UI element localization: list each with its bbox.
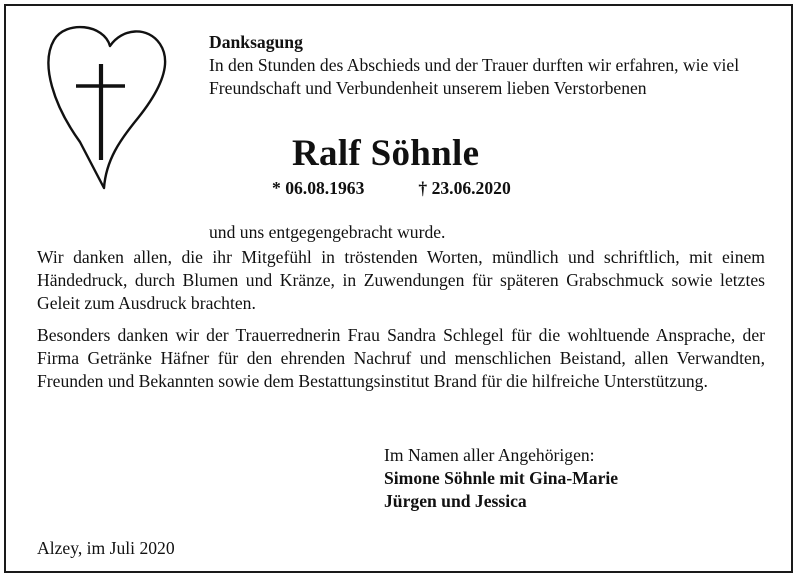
- place-date: Alzey, im Juli 2020: [37, 538, 175, 558]
- signature-line-2: Jürgen und Jessica: [384, 491, 527, 511]
- thanks-paragraph-2: Besonders danken wir der Trauerrednerin Frau Sandra Schlegel für die wohltuende Ansprache, der Firma Getränke Häfner für den ehrenden Nachruf und menschlichen Beistand, allen Verwandten, Freunden und Bekannten sowie dem Bestattungsinstitut Brand für die hilfreiche Unterstützung.: [37, 325, 765, 391]
- signature-line-1: Simone Söhnle mit Gina-Marie: [384, 468, 619, 488]
- signature-intro: Im Namen aller Angehörigen:: [384, 445, 595, 465]
- thanks-paragraph-1: Wir danken allen, die ihr Mitgefühl in tröstenden Worten, mündlich und schriftlich, mit einem Händedruck, durch Blumen und Kränze, in Zuwendungen für späteren Grabschmuck sowie letztes Geleit zum Ausdruck brachten.: [37, 247, 765, 313]
- birth-date: * 06.08.1963: [272, 178, 365, 198]
- life-dates: [272, 178, 511, 199]
- signature-block: [384, 444, 764, 513]
- death-date: † 23.06.2020: [418, 178, 511, 198]
- after-name-text: und uns entgegengebracht wurde.: [209, 222, 446, 242]
- intro-text: In den Stunden des Abschieds und der Trauer durften wir erfahren, wie viel Freundschaft und Verbundenheit unserem lieben Verstorbenen: [209, 55, 740, 98]
- heading: Danksagung: [209, 32, 303, 52]
- heart-with-cross-icon: [46, 22, 170, 192]
- deceased-name: Ralf Söhnle: [292, 133, 480, 174]
- intro-block: [209, 31, 749, 100]
